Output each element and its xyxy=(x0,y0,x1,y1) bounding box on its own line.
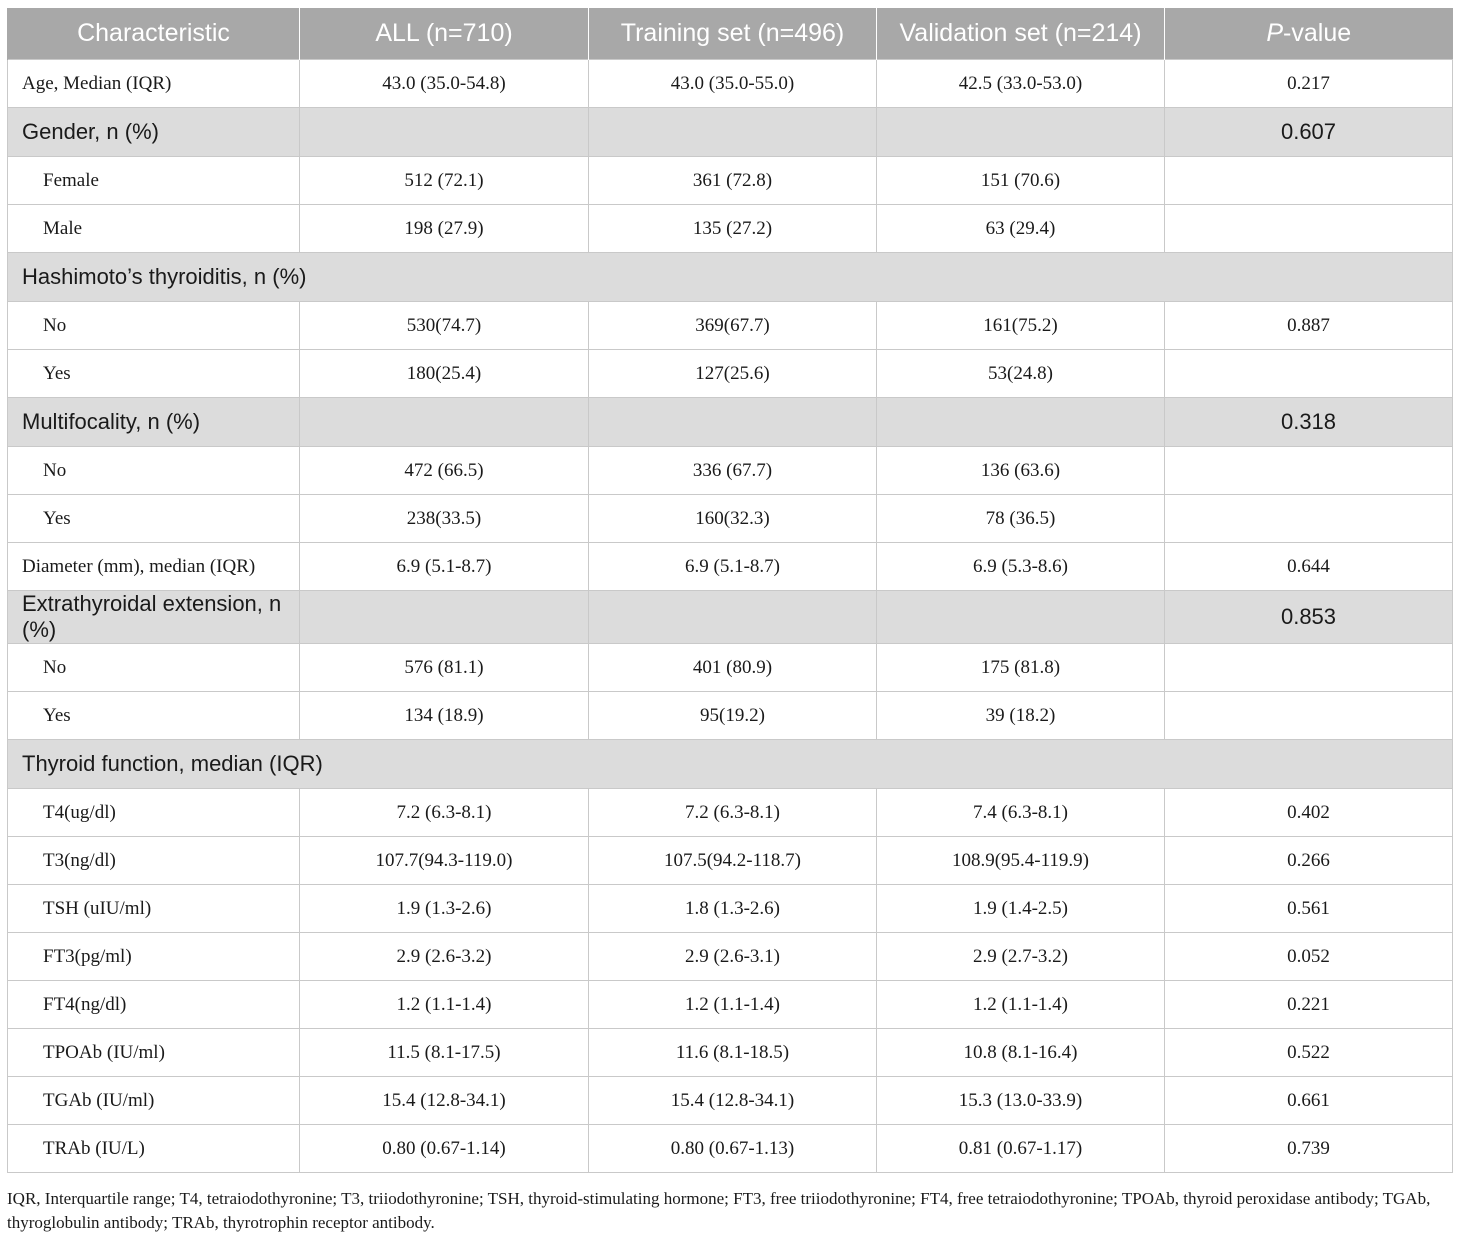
table-row xyxy=(8,644,1453,692)
table-row xyxy=(8,837,1453,885)
all-cell xyxy=(300,398,589,447)
table-footnote: IQR, Interquartile range; T4, tetraiodothyronine; T3, triiodothyronine; TSH, thyroid-stimulating hormone; FT3, free triiodothyronine; FT4, free tetraiodothyronine; TPOAb, thyroid peroxidase antibody; TGAb, thyroglobulin antibody; TRAb, thyrotrophin receptor antibody. xyxy=(7,1189,1431,1232)
header-characteristic: Characteristic xyxy=(8,8,300,60)
table-row xyxy=(8,933,1453,981)
training-cell xyxy=(589,398,877,447)
row-label: TRAb (IU/L) xyxy=(8,1125,300,1173)
table-row xyxy=(8,60,1453,108)
table-row xyxy=(8,1077,1453,1125)
training-cell: 6.9 (5.1-8.7) xyxy=(589,543,877,591)
p-value-cell xyxy=(1165,350,1453,398)
all-cell: 238(33.5) xyxy=(300,495,589,543)
all-cell: 2.9 (2.6-3.2) xyxy=(300,933,589,981)
all-cell: 1.2 (1.1-1.4) xyxy=(300,981,589,1029)
section-label: Extrathyroidal extension, n (%) xyxy=(8,591,300,644)
p-value-cell xyxy=(1165,447,1453,495)
training-cell: 336 (67.7) xyxy=(589,447,877,495)
row-label: FT4(ng/dl) xyxy=(8,981,300,1029)
validation-cell: 161(75.2) xyxy=(877,302,1165,350)
all-cell: 512 (72.1) xyxy=(300,157,589,205)
training-cell: 107.5(94.2-118.7) xyxy=(589,837,877,885)
row-label: No xyxy=(8,644,300,692)
row-label: T3(ng/dl) xyxy=(8,837,300,885)
p-value-cell xyxy=(1165,205,1453,253)
header-validation-set: Validation set (n=214) xyxy=(877,8,1165,60)
row-label: Diameter (mm), median (IQR) xyxy=(8,543,300,591)
training-cell: 0.80 (0.67-1.13) xyxy=(589,1125,877,1173)
row-label: FT3(pg/ml) xyxy=(8,933,300,981)
p-value-cell: 0.887 xyxy=(1165,302,1453,350)
row-label: No xyxy=(8,302,300,350)
p-value-cell: 0.266 xyxy=(1165,837,1453,885)
validation-cell: 2.9 (2.7-3.2) xyxy=(877,933,1165,981)
training-cell: 2.9 (2.6-3.1) xyxy=(589,933,877,981)
validation-cell xyxy=(877,108,1165,157)
training-cell: 7.2 (6.3-8.1) xyxy=(589,789,877,837)
table-row xyxy=(8,981,1453,1029)
validation-cell xyxy=(877,591,1165,644)
all-cell xyxy=(300,591,589,644)
training-cell xyxy=(589,591,877,644)
validation-cell: 175 (81.8) xyxy=(877,644,1165,692)
row-label: TPOAb (IU/ml) xyxy=(8,1029,300,1077)
validation-cell: 15.3 (13.0-33.9) xyxy=(877,1077,1165,1125)
row-label: Yes xyxy=(8,350,300,398)
all-cell: 530(74.7) xyxy=(300,302,589,350)
training-cell: 43.0 (35.0-55.0) xyxy=(589,60,877,108)
all-cell: 11.5 (8.1-17.5) xyxy=(300,1029,589,1077)
p-value-cell: 0.739 xyxy=(1165,1125,1453,1173)
all-cell: 107.7(94.3-119.0) xyxy=(300,837,589,885)
row-label: Yes xyxy=(8,692,300,740)
validation-cell: 108.9(95.4-119.9) xyxy=(877,837,1165,885)
all-cell: 7.2 (6.3-8.1) xyxy=(300,789,589,837)
table-row xyxy=(8,692,1453,740)
training-cell: 160(32.3) xyxy=(589,495,877,543)
table-body xyxy=(8,60,1453,1173)
section-label: Multifocality, n (%) xyxy=(8,398,300,447)
header-training-set: Training set (n=496) xyxy=(589,8,877,60)
p-value-cell: 0.561 xyxy=(1165,885,1453,933)
p-value-cell: 0.644 xyxy=(1165,543,1453,591)
table-row xyxy=(8,885,1453,933)
table-row xyxy=(8,789,1453,837)
row-label: TGAb (IU/ml) xyxy=(8,1077,300,1125)
all-cell: 6.9 (5.1-8.7) xyxy=(300,543,589,591)
table-row xyxy=(8,543,1453,591)
all-cell: 198 (27.9) xyxy=(300,205,589,253)
all-cell: 15.4 (12.8-34.1) xyxy=(300,1077,589,1125)
p-value-cell: 0.217 xyxy=(1165,60,1453,108)
table-header-row xyxy=(8,8,1453,60)
row-label: No xyxy=(8,447,300,495)
p-value-cell: 0.318 xyxy=(1165,398,1453,447)
validation-cell: 63 (29.4) xyxy=(877,205,1165,253)
validation-cell: 6.9 (5.3-8.6) xyxy=(877,543,1165,591)
training-cell: 1.8 (1.3-2.6) xyxy=(589,885,877,933)
all-cell: 180(25.4) xyxy=(300,350,589,398)
training-cell: 15.4 (12.8-34.1) xyxy=(589,1077,877,1125)
table-row xyxy=(8,1029,1453,1077)
validation-cell: 53(24.8) xyxy=(877,350,1165,398)
section-label: Hashimoto’s thyroiditis, n (%) xyxy=(8,253,1453,302)
validation-cell: 7.4 (6.3-8.1) xyxy=(877,789,1165,837)
section-header-row xyxy=(8,398,1453,447)
table-row xyxy=(8,495,1453,543)
all-cell: 43.0 (35.0-54.8) xyxy=(300,60,589,108)
baseline-characteristics-table xyxy=(7,8,1453,1173)
section-header-row xyxy=(8,591,1453,644)
validation-cell: 1.2 (1.1-1.4) xyxy=(877,981,1165,1029)
all-cell: 134 (18.9) xyxy=(300,692,589,740)
row-label: Female xyxy=(8,157,300,205)
p-value-cell: 0.607 xyxy=(1165,108,1453,157)
row-label: Male xyxy=(8,205,300,253)
table-row xyxy=(8,350,1453,398)
validation-cell: 0.81 (0.67-1.17) xyxy=(877,1125,1165,1173)
p-value-cell: 0.853 xyxy=(1165,591,1453,644)
training-cell: 11.6 (8.1-18.5) xyxy=(589,1029,877,1077)
validation-cell: 1.9 (1.4-2.5) xyxy=(877,885,1165,933)
all-cell: 472 (66.5) xyxy=(300,447,589,495)
training-cell: 95(19.2) xyxy=(589,692,877,740)
section-header-row xyxy=(8,740,1453,789)
training-cell xyxy=(589,108,877,157)
p-value-cell: 0.221 xyxy=(1165,981,1453,1029)
section-header-row xyxy=(8,253,1453,302)
validation-cell: 42.5 (33.0-53.0) xyxy=(877,60,1165,108)
table-row xyxy=(8,1125,1453,1173)
header-p-suffix: -value xyxy=(1283,19,1352,47)
training-cell: 369(67.7) xyxy=(589,302,877,350)
table-row xyxy=(8,302,1453,350)
training-cell: 127(25.6) xyxy=(589,350,877,398)
p-value-cell xyxy=(1165,644,1453,692)
training-cell: 361 (72.8) xyxy=(589,157,877,205)
training-cell: 135 (27.2) xyxy=(589,205,877,253)
row-label: Yes xyxy=(8,495,300,543)
p-value-cell: 0.661 xyxy=(1165,1077,1453,1125)
baseline-table-container xyxy=(7,8,1452,1173)
validation-cell: 136 (63.6) xyxy=(877,447,1165,495)
p-value-cell xyxy=(1165,157,1453,205)
p-value-cell xyxy=(1165,495,1453,543)
row-label: T4(ug/dl) xyxy=(8,789,300,837)
training-cell: 1.2 (1.1-1.4) xyxy=(589,981,877,1029)
p-value-cell: 0.402 xyxy=(1165,789,1453,837)
table-row xyxy=(8,157,1453,205)
all-cell: 576 (81.1) xyxy=(300,644,589,692)
p-value-cell: 0.052 xyxy=(1165,933,1453,981)
validation-cell: 39 (18.2) xyxy=(877,692,1165,740)
validation-cell: 10.8 (8.1-16.4) xyxy=(877,1029,1165,1077)
row-label: Age, Median (IQR) xyxy=(8,60,300,108)
validation-cell: 78 (36.5) xyxy=(877,495,1165,543)
training-cell: 401 (80.9) xyxy=(589,644,877,692)
p-value-cell xyxy=(1165,692,1453,740)
header-p-italic: P xyxy=(1266,19,1284,47)
section-header-row xyxy=(8,108,1453,157)
table-row xyxy=(8,447,1453,495)
all-cell: 0.80 (0.67-1.14) xyxy=(300,1125,589,1173)
section-label: Gender, n (%) xyxy=(8,108,300,157)
section-label: Thyroid function, median (IQR) xyxy=(8,740,1453,789)
table-row xyxy=(8,205,1453,253)
validation-cell: 151 (70.6) xyxy=(877,157,1165,205)
all-cell: 1.9 (1.3-2.6) xyxy=(300,885,589,933)
p-value-cell: 0.522 xyxy=(1165,1029,1453,1077)
row-label: TSH (uIU/ml) xyxy=(8,885,300,933)
header-all: ALL (n=710) xyxy=(300,8,589,60)
header-p-value xyxy=(1165,8,1453,60)
all-cell xyxy=(300,108,589,157)
validation-cell xyxy=(877,398,1165,447)
